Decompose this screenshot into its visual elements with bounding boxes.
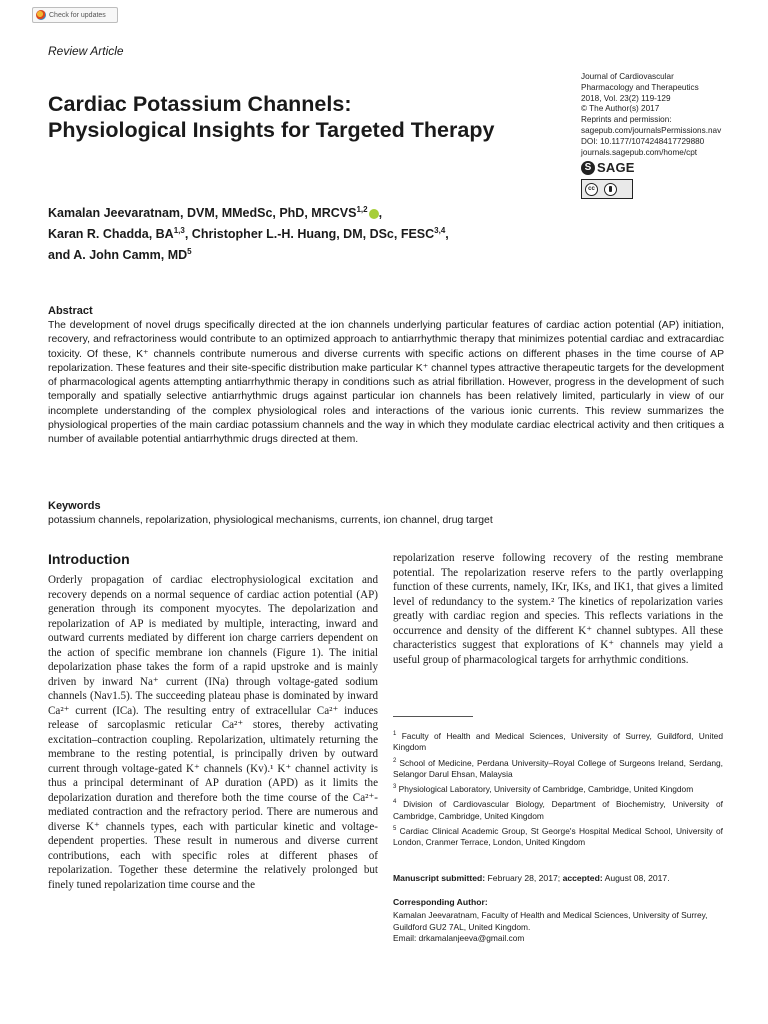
footnote: $^5$ Cardiac Clinical Academic Group, St George's Hospital Medical School, University of London, Cranmer Terrace, London, United Kingdom [393,825,724,848]
introduction-heading: Introduction [48,551,130,567]
author-affiliation: 1,2 [356,205,368,214]
corresponding-author-email[interactable]: Email: drkamalanjeeva@gmail.com [393,933,525,944]
journal-line: Reprints and permission: [581,115,672,125]
author-name: Karan R. Chadda, BA [48,227,174,242]
abstract-text: The development of novel drugs specifically directed at the ion channels underlying particular features of cardiac action potential (AP) initiation, recovery, and refractoriness would contribute to an optimized approach to antiarrhythmic therapy that minimizes potential cardiac and extracardiac toxicity. Of these, K⁺ channels contribute numerous and diverse currents with specific actions on different phases in the time course of AP repolarization. These features and their site-specific distribution make particular K⁺ channel types attractive therapeutic targets for the development of pharmacological agents attempting antiarrhythmic therapy in conditions such as atrial fibrillation. However, progress in the development of such temporally and spatially selective antiarrhythmic drugs against particular ion channels has been relatively limited, particularly in view of our incomplete understanding of the complex physiological roles and interactions of the various ionic currents. This review summarizes the physiological properties of the main cardiac potassium channels and the way in which they modulate cardiac electrical activity and then critiques a number of available potential antiarrhythmic drugs directed at them. [48,320,724,446]
accepted-date: August 08, 2017. [604,873,670,883]
manuscript-dates [393,873,723,883]
doi-link[interactable]: DOI: 10.1177/1074248417729880 [581,136,705,146]
journal-line: 2018, Vol. 23(2) 119-129 [581,93,671,103]
submitted-label: Manuscript submitted: [393,873,486,883]
crossmark-icon [36,10,46,20]
body-text-right-column: repolarization reserve following recovery of the resting membrane potential. The repolarization reserve refers to the partly overlapping function of these currents, namely, IKr, IKs, and IK1, that gives a limited level of redundancy to the system.² The kinetics of repolarization varies greatly with cardiac region and species. This reflects variations in the occurrence and density of the different K⁺ channel subtypes. All these characteristics suggest that explorations of K⁺ channels may yield a useful group of pharmacological targets for arrhythmic conditions. [393,552,723,666]
corresponding-author-address: Kamalan Jeevaratnam, Faculty of Health and Medical Sciences, University of Surrey, Guildford GU2 7AL, United Kingdom. [393,910,708,932]
article-title [48,91,568,143]
footnote: $^3$ Physiological Laboratory, University of Cambridge, Cambridge, United Kingdom [393,784,694,795]
author-affiliation: 5 [187,247,192,257]
check-for-updates-label: Check for updates [49,11,106,19]
sage-logo [581,161,751,175]
journal-line[interactable]: sagepub.com/journalsPermissions.nav [581,125,722,135]
keywords-heading: Keywords [48,500,101,512]
author-name: Kamalan Jeevaratnam, DVM, MMedSc, PhD, MRCVS [48,206,357,221]
keywords-text: potassium channels, repolarization, physiological mechanisms, currents, ion channel, drug target [48,515,493,526]
corresponding-author-heading: Corresponding Author: [393,897,488,907]
author-name: and A. John Camm, MD [48,248,188,263]
footnote: $^1$ Faculty of Health and Medical Sciences, University of Surrey, Guildford, United Kingdom [393,730,723,753]
sage-logo-text: SAGE [597,159,635,175]
journal-line: © The Author(s) 2017 [581,104,660,114]
submitted-date: February 28, 2017; [487,873,561,883]
sage-s-icon: S [581,161,595,175]
accepted-label: accepted: [562,873,603,883]
footnote: $^4$ Division of Cardiovascular Biology, Department of Biochemistry, University of Cambridge, Cambridge, United Kingdom [393,799,724,821]
body-text-left-column: Orderly propagation of cardiac electrophysiological excitation and recovery depends on a normal sequence of cardiac action potential (AP) generation through its component myocytes. The depolarization and repolarization of AP is mediated by multiple, interacting, inward and outward currents mediated by different ion charge carriers dependent on the action of specific membrane ion channels (Figure 1). The initial depolarization phase takes the form of a rapid upstroke and is mainly driven by inward Na⁺ current (INa) through voltage-gated sodium channels (Nav1.5). The succeeding plateau phase is dominated by inward Ca²⁺ current (ICa). The resulting entry of extracellular Ca²⁺ induces release of sarcoplasmic reticular Ca²⁺ stores, thereby activating excitation–contraction coupling. Repolarization, ultimately returning the membrane to the resting potential, is principally driven by outward current through voltage-gated K⁺ channels (Kv).¹ K⁺ channel activity is thus a principal determinant of AP duration (APD) as it limits the depolarization duration and therefore both the time course of the Ca²⁺-mediated contraction and the refractory period. There are numerous and diverse K⁺ channels types, each with particular kinetic and voltage-dependent properties. These result in numerous and diverse current contributions, each with specific roles at different phases of repolarization. Together these determine the relatively prolonged but finely tuned repolarization time course and the [48,574,378,891]
author-list: Kamalan Jeevaratnam, DVM, MMedSc, PhD, MRCVS$^{1,2}$ , Karan R. Chadda, BA$^{1,3}$, Christopher L.-H. Huang, DM, DSc, FESC$^{3,4}$, and A. John Camm, $MD^5$ [48,205,449,263]
journal-line: Pharmacology and Therapeutics [581,82,699,92]
journal-metadata [581,72,751,199]
by-person-icon [604,183,617,196]
cc-by-icon[interactable] [581,179,633,199]
title-line-2: Physiological Insights for Targeted Therapy [48,118,495,142]
author-affiliation: 1,3 [173,226,185,236]
corresponding-author-details [393,910,723,945]
orcid-icon[interactable] [369,209,379,219]
footnote: $^2$ School of Medicine, Perdana University–Royal College of Surgeons Ireland, Serdang, Selangor Darul Ehsan, Malaysia [393,757,723,779]
footnote-divider [393,716,473,717]
abstract-heading: Abstract [48,305,93,317]
journal-home-link[interactable]: journals.sagepub.com/home/cpt [581,147,698,157]
article-type: Review Article [48,44,124,58]
title-line-1: Cardiac Potassium Channels: [48,92,352,116]
author-affiliation: 3,4 [434,226,446,236]
journal-line: Journal of Cardiovascular [581,72,674,81]
cc-icon: cc [585,183,598,196]
affiliation-footnotes [393,729,723,851]
check-for-updates-badge[interactable] [32,7,118,23]
author-name: Christopher L.-H. Huang, DM, DSc, FESC [191,227,435,242]
